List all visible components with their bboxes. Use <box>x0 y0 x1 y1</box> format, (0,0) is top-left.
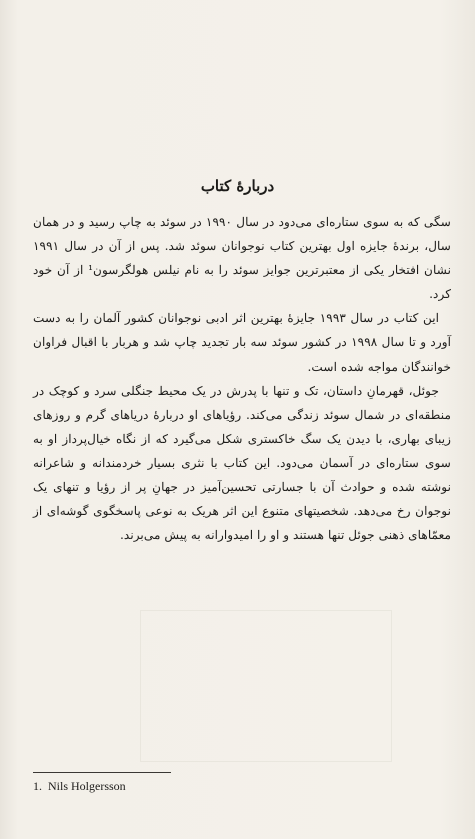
paragraph-1: سگی که به سوی ستاره‌ای می‌دود در سال ۱۹۹۰ در سوئد به چاپ رسید و در همان سال، برندهٔ جایزه اول بهترین کتاب نوجوانان سوئد شد. پس از آن در سال ۱۹۹۱ نشان افتخار یکی از معتبرترین جوایز سوئد را به نام نیلس هولگرسون¹ از آن خود کرد. <box>33 215 451 302</box>
footnote-number: 1. <box>33 779 42 793</box>
paragraph-3: جوئل، قهرمانِ داستان، تک و تنها با پدرش در یک محیط جنگلی سرد و کوچک در منطقه‌ای در شمال سوئد زندگی می‌کند. رؤیاهای او دربارهٔ دریاهای گرم و روزهای زیبای بهاری، با دیدن یک سگ خاکستری شکل می‌گیرد که از نگاه خیال‌پرداز او به سوی ستاره‌ای در آسمان می‌دود. این کتاب با نثری بسیار خردمندانه و شاعرانه نوشته شده و حوادث آن با جسارتی تحسین‌آمیز در جهانِ پر از رؤیا و تنهای یک نوجوان رخ می‌دهد. شخصیتهای متنوع این اثر هریک به نوعی پاسخگوی گوشه‌ای از معمّاهای ذهنی جوئل تنها هستند و او را امیدوارانه به پیش می‌برند. <box>33 383 451 543</box>
page-title: درباره‌ٔ کتاب <box>200 177 275 195</box>
footnote <box>33 779 126 794</box>
footnote-divider <box>33 772 171 773</box>
footnote-text: Nils Holgersson <box>48 779 126 793</box>
paragraph-2: این کتاب در سال ۱۹۹۳ جایزهٔ بهترین اثر ادبی نوجوانان کشور آلمان را به دست آورد و تا سال ۱۹۹۸ در کشور سوئد سه بار تجدید چاپ شد و هربار با اقبال فراوان خوانندگان مواجه شده است. <box>33 311 451 374</box>
body-text <box>33 210 451 547</box>
show-through-shadow <box>140 610 392 762</box>
